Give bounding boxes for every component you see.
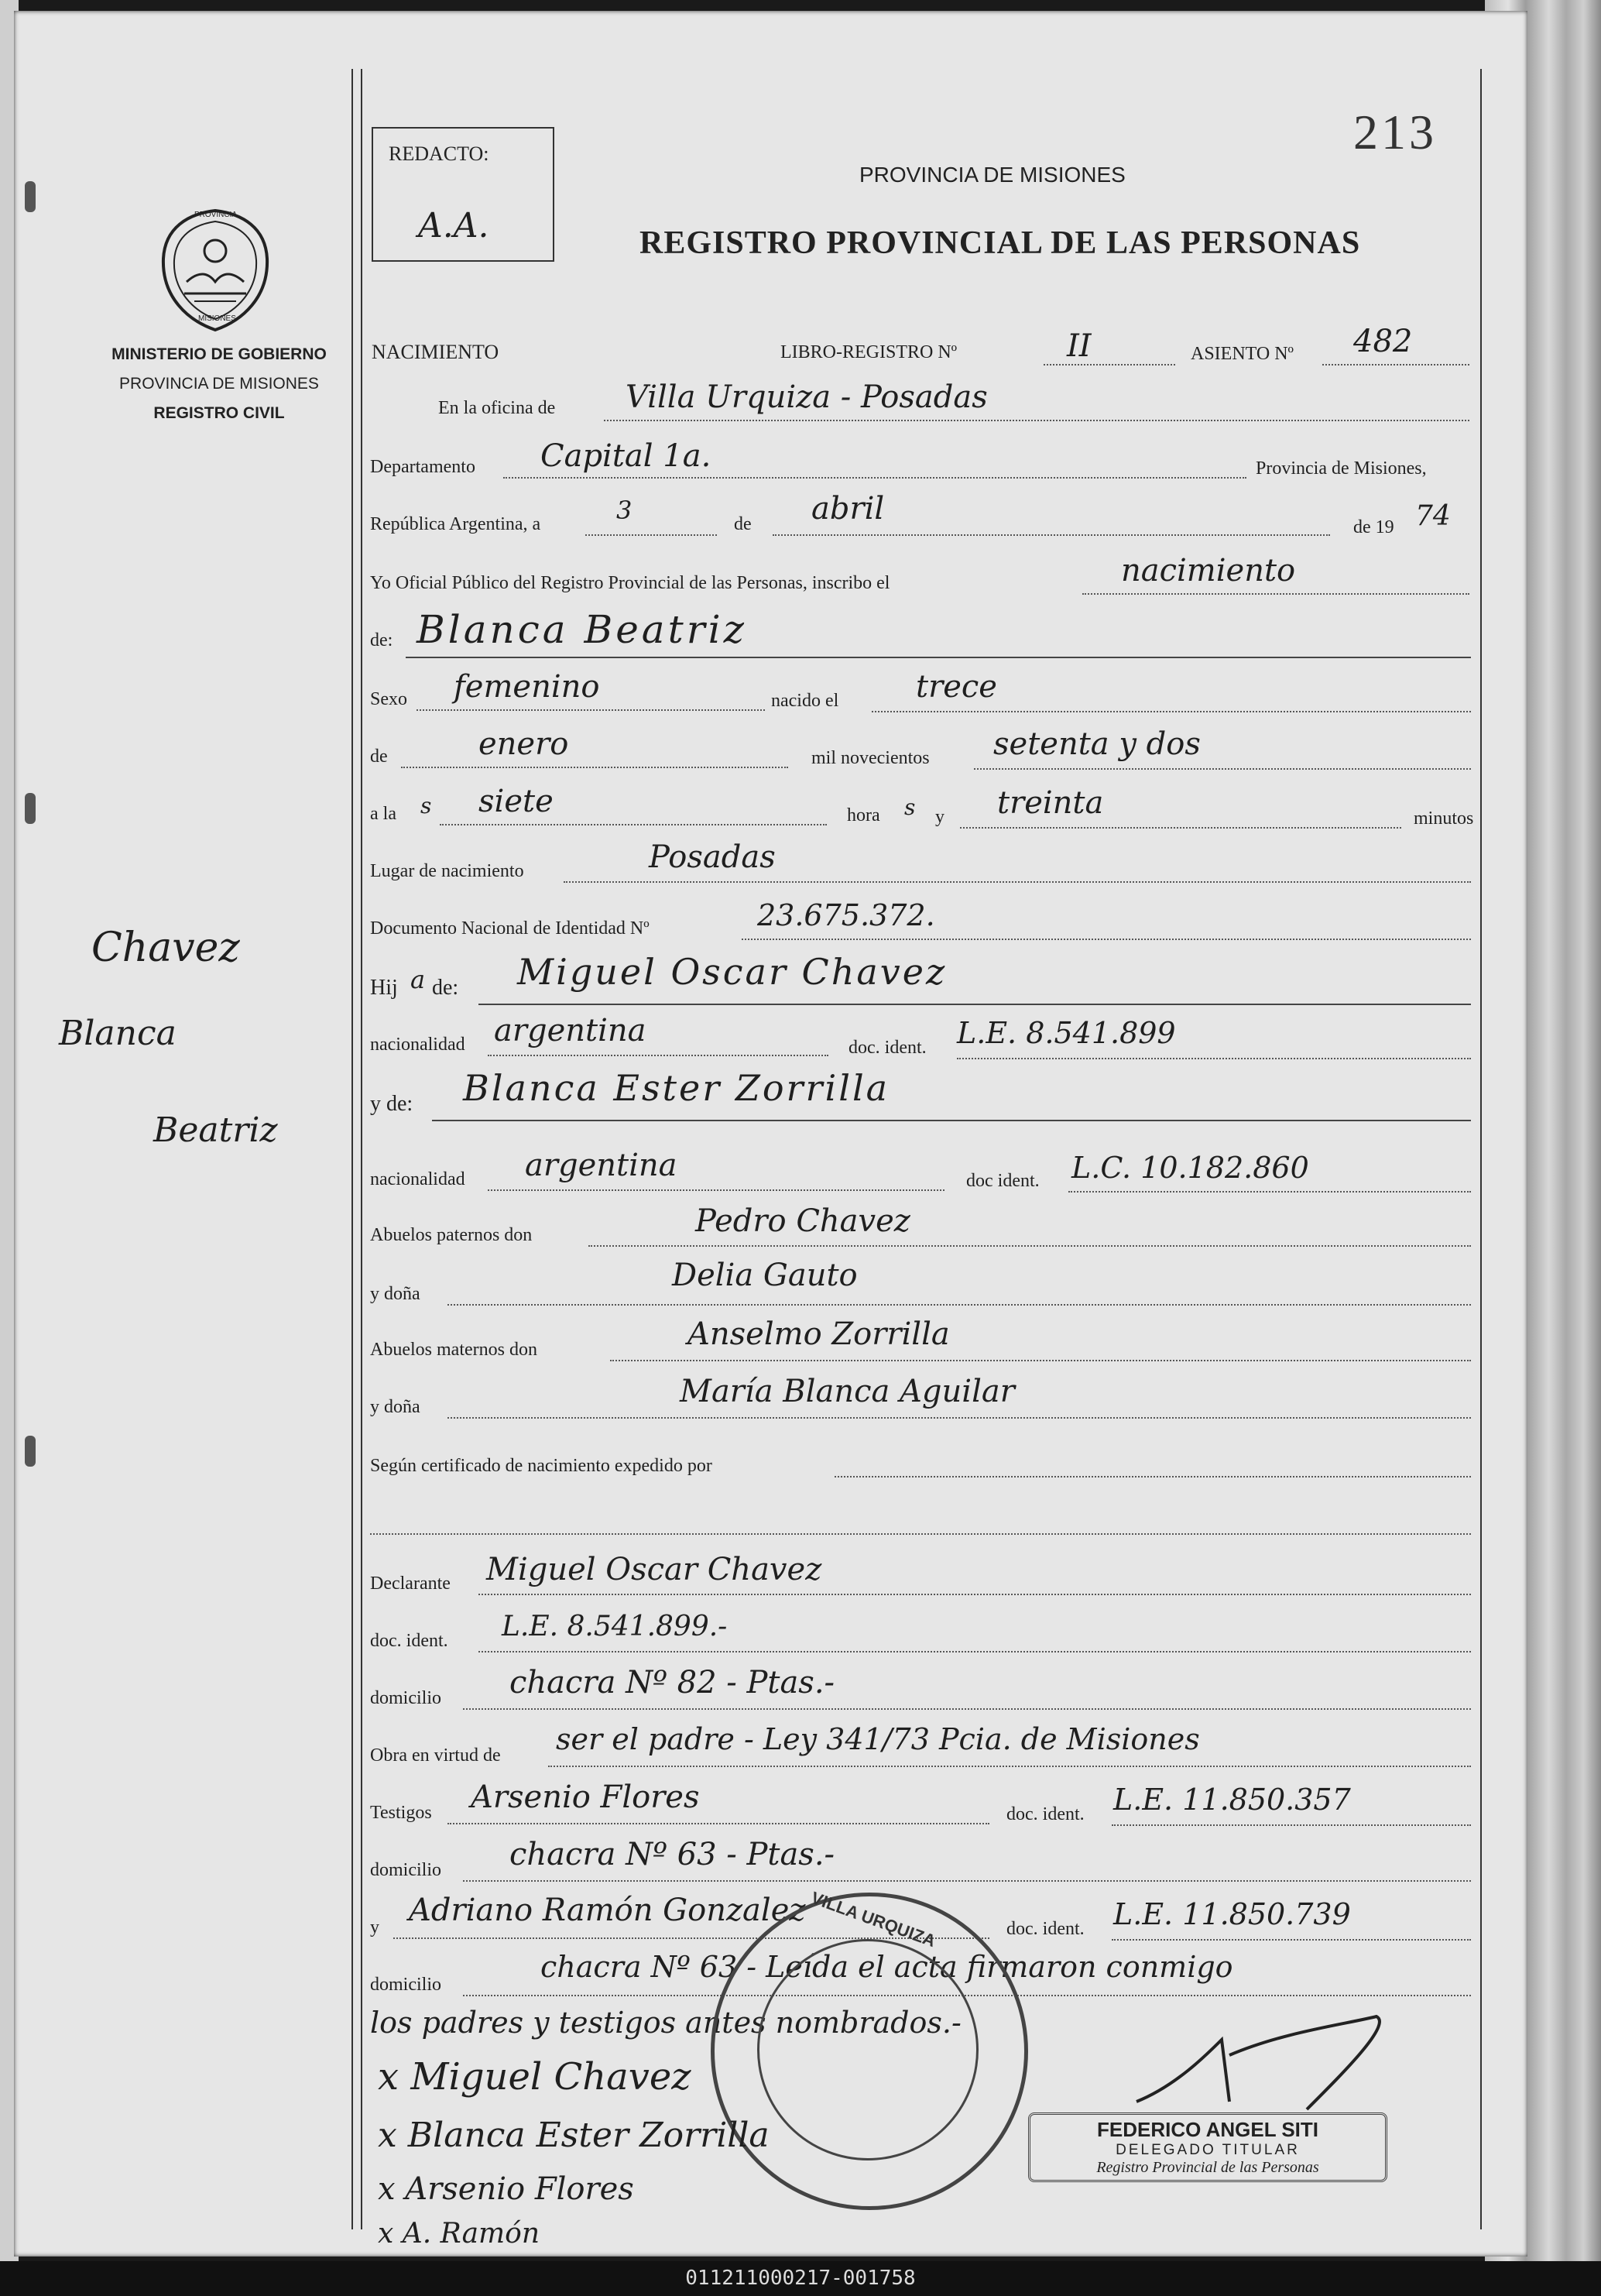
departamento-label: Departamento [370,457,475,477]
nac1-value: argentina [494,1013,646,1048]
redacto-label: REDACTO: [389,142,489,165]
ab-pat-value: Pedro Chavez [695,1203,910,1239]
anio-value: 74 [1415,500,1451,532]
binding-hole [25,793,36,824]
nacido-value: trece [916,669,997,705]
doc1-value: L.E. 8.541.899 [957,1016,1176,1050]
ab-pat-label: Abuelos paternos don [370,1225,533,1245]
oficina-value: Villa Urquiza - Posadas [626,379,988,415]
signature-father: x Miguel Chavez [378,2055,691,2099]
padre-value: Miguel Oscar Chavez [517,951,948,993]
binding-hole [25,1436,36,1467]
ydona1-value: Delia Gauto [672,1258,858,1293]
header-province: PROVINCIA DE MISIONES [859,163,1126,187]
asiento-label: ASIENTO Nº [1191,344,1294,364]
testigo1-value: Arsenio Flores [471,1779,700,1815]
coat-top-text: PROVINCIA [194,211,238,219]
mil-label: mil novecientos [811,748,930,768]
stamp-name: FEDERICO ANGEL SITI [1096,2118,1319,2141]
oficial-label: Yo Oficial Público del Registro Provincial de las Personas, inscribo el [370,573,890,593]
margin-note-second-name: Beatriz [153,1110,278,1150]
declarante-label: Declarante [370,1574,451,1594]
y-label: y [935,807,944,827]
hij-label: Hij [370,976,398,1000]
left-margin-rule-2 [361,69,362,2229]
provincia-label: Provincia de Misiones, [1256,458,1427,479]
margin-note-surname: Chavez [91,925,240,971]
ab-mat-label: Abuelos maternos don [370,1340,537,1360]
nac2-label: nacionalidad [370,1169,465,1189]
testigo1-doc-label: doc. ident. [1006,1804,1085,1824]
official-stamp [1028,2112,1387,2182]
nacido-label: nacido el [771,691,839,711]
y-testigo-label: y [370,1917,379,1937]
redacto-value: A.A. [418,206,489,245]
segun-label: Según certificado de nacimiento expedido por [370,1456,712,1476]
mes-nac-value: enero [478,726,569,762]
ministry-line2: PROVINCIA DE MISIONES [119,375,319,393]
hij-suffix: a [410,965,426,994]
minutos-value: treinta [997,785,1104,821]
sexo-value: femenino [454,669,600,705]
minutos-label: minutos [1414,808,1474,829]
ab-mat-value: Anselmo Zorrilla [687,1316,950,1352]
oficial-value: nacimiento [1121,553,1296,589]
image-id-footer: 011211000217-001758 [0,2261,1601,2296]
ydona2-label: y doña [370,1397,420,1417]
nac2-value: argentina [525,1148,677,1183]
ala-label: a la [370,804,396,824]
asiento-value: 482 [1353,324,1413,359]
mes-value: abril [811,491,885,527]
header-registry: REGISTRO PROVINCIAL DE LAS PERSONAS [639,225,1361,261]
anio-nac-value: setenta y dos [993,726,1201,762]
republica-label: República Argentina, a [370,514,541,534]
coat-bottom-text: MISIONES [198,314,236,323]
obra-label: Obra en virtud de [370,1745,501,1766]
de2-label: de [370,746,388,767]
margin-note-first-name: Blanca [59,1014,177,1053]
record-type-label: NACIMIENTO [372,341,499,363]
seal-text: VILLA URQUIZA [808,1887,938,1951]
oficina-label: En la oficina de [438,398,556,418]
signature-witness2: x A. Ramón [378,2218,540,2250]
ministry-line1: MINISTERIO DE GOBIERNO [111,345,327,363]
stamp-office: Registro Provincial de las Personas [1096,2159,1319,2176]
testigo2-doc-label: doc. ident. [1006,1919,1085,1939]
dni-value: 23.675.372. [757,898,935,932]
binding-hole [25,181,36,212]
domicilio3-value: chacra Nº 63 - Leída el acta firmaron conmigo [540,1950,1233,1984]
madre-value: Blanca Ester Zorrilla [463,1067,890,1109]
testigo1-doc-value: L.E. 11.850.357 [1113,1783,1351,1817]
ydona1-label: y doña [370,1284,420,1304]
dia-value: 3 [616,496,633,525]
hora-value: siete [478,784,554,819]
register-page [14,11,1527,2257]
closing-value: los padres y testigos antes nombrados.- [370,2006,962,2040]
testigo2-value: Adriano Ramón Gonzalez [409,1893,806,1928]
sexo-label: Sexo [370,689,407,709]
hora-label: hora [847,805,880,825]
yde-label: y de: [370,1092,413,1116]
dni-label: Documento Nacional de Identidad Nº [370,918,650,939]
lugar-value: Posadas [649,839,776,875]
doc-ident-value: L.E. 8.541.899.- [502,1611,728,1642]
lugar-label: Lugar de nacimiento [370,861,524,881]
domicilio-label: domicilio [370,1688,441,1708]
domicilio2-label: domicilio [370,1860,441,1880]
declarante-value: Miguel Oscar Chavez [486,1552,822,1587]
nac1-label: nacionalidad [370,1035,465,1055]
domicilio2-value: chacra Nº 63 - Ptas.- [509,1837,835,1872]
testigo2-doc-value: L.E. 11.850.739 [1113,1897,1351,1931]
domicilio3-label: domicilio [370,1975,441,1995]
obra-value: ser el padre - Ley 341/73 Pcia. de Misiones [556,1722,1200,1756]
hora-suffix: s [904,795,916,820]
signature-witness1: x Arsenio Flores [378,2171,634,2207]
libro-label: LIBRO-REGISTRO Nº [780,342,958,362]
left-margin-rule [351,69,353,2229]
de-name-label: de: [370,630,393,650]
name-value: Blanca Beatriz [417,607,747,652]
ydona2-value: María Blanca Aguilar [680,1374,1015,1409]
redacto-box [372,127,554,262]
doc1-label: doc. ident. [848,1038,927,1058]
stamp-title: DELEGADO TITULAR [1116,2142,1300,2158]
doc2-value: L.C. 10.182.860 [1071,1151,1309,1185]
ala-suffix: s [420,793,432,819]
anio-label: de 19 [1353,517,1394,537]
departamento-value: Capital 1a. [540,438,711,474]
ministry-line3: REGISTRO CIVIL [153,404,285,422]
de-label: de [734,514,752,534]
right-margin-rule [1480,69,1482,2229]
hij-de-label: de: [432,976,459,1000]
page-number: 213 [1353,105,1437,160]
testigos-label: Testigos [370,1803,432,1823]
doc2-label: doc ident. [966,1171,1040,1191]
doc-ident-label: doc. ident. [370,1631,448,1651]
signature-mother: x Blanca Ester Zorrilla [378,2116,770,2155]
domicilio-value: chacra Nº 82 - Ptas.- [509,1665,835,1701]
libro-value: II [1067,328,1092,364]
